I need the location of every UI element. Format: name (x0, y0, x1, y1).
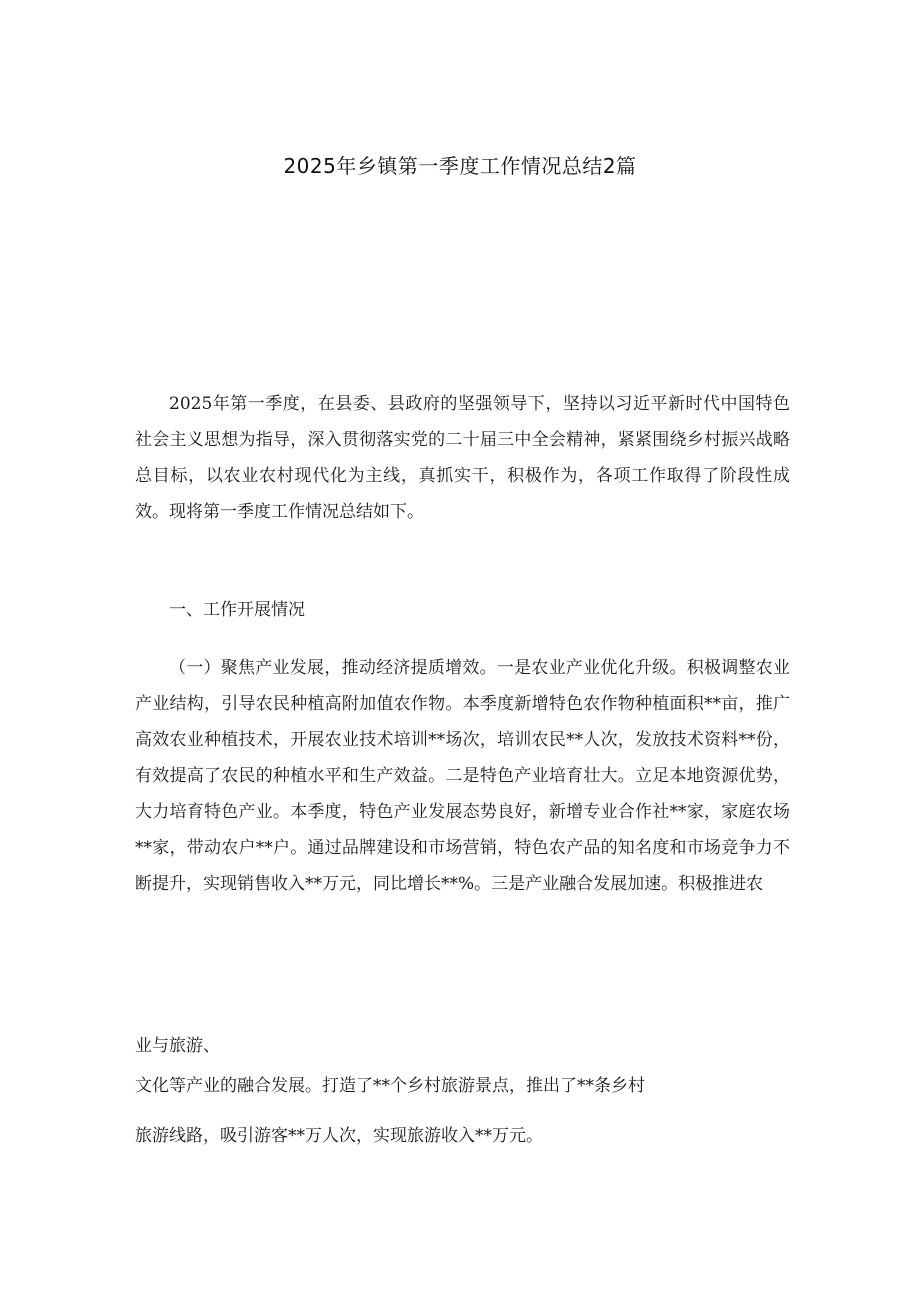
section-1-tail-line-1-block (135, 1028, 790, 1064)
section-heading-block (135, 592, 790, 628)
section-1-tail-line-2: 文化等产业的融合发展。打造了**个乡村旅游景点，推出了**条乡村 (135, 1076, 645, 1096)
intro-paragraph: 2025年第一季度，在县委、县政府的坚强领导下，坚持以习近平新时代中国特色社会主义思想为指导，深入贯彻落实党的二十届三中全会精神，紧紧围绕乡村振兴战略总目标，以农业农村现代化为主线，真抓实干，积极作为，各项工作取得了阶段性成效。现将第一季度工作情况总结如下。 (135, 394, 790, 522)
intro-paragraph-block (135, 386, 790, 530)
section-heading: 一、工作开展情况 (169, 600, 305, 620)
section-1-tail-line-1: 业与旅游、 (135, 1036, 220, 1056)
section-1-paragraph-block (135, 650, 790, 902)
section-1-tail-line-3: 旅游线路，吸引游客**万人次，实现旅游收入**万元。 (135, 1126, 543, 1146)
section-1-tail-line-2-block (135, 1068, 790, 1104)
document-title: 2025年乡镇第一季度工作情况总结2篇 (283, 154, 637, 178)
section-1-paragraph: （一）聚焦产业发展，推动经济提质增效。一是农业产业优化升级。积极调整农业产业结构，引导农民种植高附加值农作物。本季度新增特色农作物种植面积**亩，推广高效农业种植技术，开展农业技术培训**场次，培训农民**人次，发放技术资料**份，有效提高了农民的种植水平和生产效益。二是特色产业培育壮大。立足本地资源优势，大力培育特色产业。本季度，特色产业发展态势良好，新增专业合作社**家，家庭农场**家，带动农户**户。通过品牌建设和市场营销，特色农产品的知名度和市场竞争力不断提升，实现销售收入**万元，同比增长**%。三是产业融合发展加速。积极推进农 (135, 658, 790, 894)
section-1-tail-line-3-block (135, 1118, 790, 1154)
